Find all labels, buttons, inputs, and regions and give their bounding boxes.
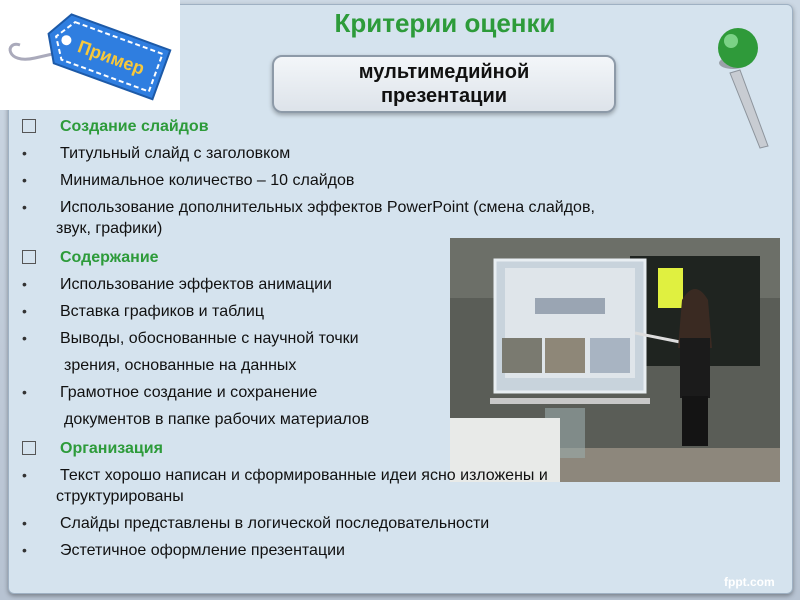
list-item-text: документов в папке рабочих материалов — [64, 411, 370, 428]
list-item-text: Эстетичное оформление презентации — [60, 542, 345, 559]
list-item — [22, 170, 762, 191]
bullet-icon: • — [22, 384, 27, 400]
subtitle-line-2: презентации — [380, 85, 508, 107]
list-item-text: структурированы — [56, 488, 184, 505]
bullet-icon: • — [22, 542, 27, 558]
bullet-icon: • — [22, 467, 27, 483]
list-item — [22, 486, 762, 507]
section-heading — [22, 116, 762, 137]
list-item — [22, 540, 762, 561]
list-item-text: Грамотное создание и сохранение — [60, 384, 318, 401]
list-item — [22, 513, 762, 534]
heading-marker-icon — [22, 441, 36, 455]
bullet-icon: • — [22, 172, 27, 188]
list-item — [22, 465, 762, 486]
section-heading-text: Создание слайдов — [60, 118, 209, 135]
tag-label: Пример — [75, 36, 148, 79]
list-item — [22, 355, 762, 376]
footer-brand: fppt.com — [724, 575, 775, 589]
list-item-text: Вставка графиков и таблиц — [60, 303, 264, 320]
bullet-icon: • — [22, 276, 27, 292]
tag-icon — [0, 0, 180, 110]
list-item-text: Слайды представлены в логической последовательности — [60, 515, 490, 532]
list-item — [22, 218, 762, 239]
bullet-icon: • — [22, 515, 27, 531]
heading-marker-icon — [22, 250, 36, 264]
list-item — [22, 143, 762, 164]
example-tag-graphic — [0, 0, 180, 110]
heading-marker-icon — [22, 119, 36, 133]
bullet-icon: • — [22, 145, 27, 161]
list-item — [22, 274, 762, 295]
list-item — [22, 301, 762, 322]
list-item-text: зрения, основанные на данных — [64, 357, 297, 374]
list-item-text: Титульный слайд с заголовком — [60, 145, 291, 162]
section-heading — [22, 247, 762, 268]
subtitle-line-1: мультимедийной — [358, 61, 530, 83]
list-item — [22, 328, 762, 349]
list-item-text: Использование дополнительных эффектов PowerPoint (смена слайдов, — [60, 199, 595, 216]
list-item-text: звук, графики) — [56, 220, 163, 237]
subtitle-box — [272, 55, 616, 113]
list-item-text: Использование эффектов анимации — [60, 276, 332, 293]
bullet-icon: • — [22, 330, 27, 346]
slide-subtitle — [274, 60, 614, 108]
section-heading — [22, 438, 762, 459]
bullet-icon: • — [22, 303, 27, 319]
list-item-text: Текст хорошо написан и сформированные идеи ясно изложены и — [60, 467, 548, 484]
slide-title: Критерии оценки — [334, 8, 556, 38]
section-heading-text: Содержание — [60, 249, 159, 266]
list-item — [22, 382, 762, 403]
criteria-list — [22, 116, 762, 561]
list-item-text: Выводы, обоснованные с научной точки — [60, 330, 359, 347]
list-item-text: Минимальное количество – 10 слайдов — [60, 172, 355, 189]
list-item — [22, 197, 762, 218]
list-item — [22, 409, 762, 430]
bullet-icon: • — [22, 199, 27, 215]
section-heading-text: Организация — [60, 440, 163, 457]
